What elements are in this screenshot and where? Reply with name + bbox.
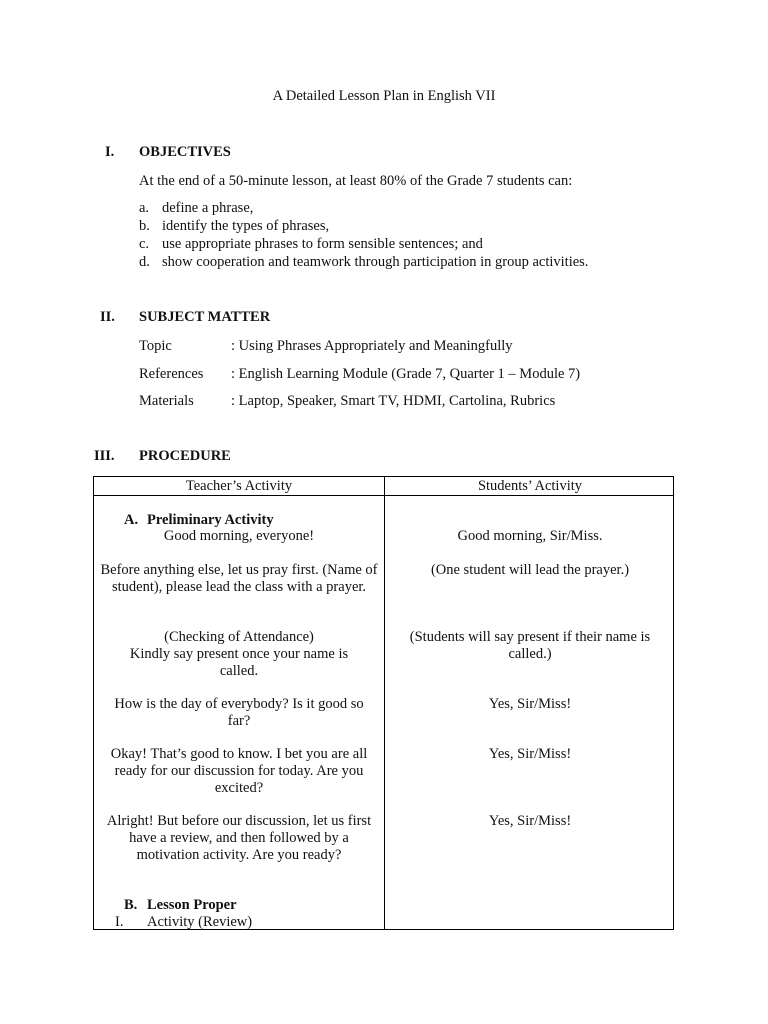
materials-label: Materials	[139, 393, 194, 409]
document-title: A Detailed Lesson Plan in English VII	[272, 88, 496, 104]
activity-review-label: Activity (Review)	[147, 914, 253, 930]
teacher-line: How is the day of everybody? Is it good so far?	[114, 696, 364, 729]
teacher-activity-header: Teacher’s Activity	[185, 478, 293, 494]
objectives-number: I.	[105, 144, 115, 160]
student-line: (One student will lead the prayer.)	[430, 562, 630, 578]
teacher-line: Alright! But before our discussion, let us first have a review, and then followed by a motivation activity. Are you ready?	[106, 813, 372, 863]
objective-letter: b.	[139, 218, 150, 234]
lesson-proper-heading: Lesson Proper	[147, 897, 237, 913]
preliminary-activity-letter: A.	[124, 512, 139, 528]
teacher-line: Good morning, everyone!	[163, 528, 315, 544]
objective-text: identify the types of phrases,	[162, 218, 330, 234]
references-label: References	[139, 366, 204, 382]
objective-letter: c.	[139, 236, 150, 252]
objective-text: use appropriate phrases to form sensible sentences; and	[162, 236, 483, 252]
preliminary-activity-heading: Preliminary Activity	[147, 512, 274, 528]
students-activity-header: Students’ Activity	[477, 478, 583, 494]
procedure-table	[93, 476, 674, 930]
topic-label: Topic	[139, 338, 172, 354]
header-divider	[94, 495, 673, 496]
objective-text: define a phrase,	[162, 200, 254, 216]
teacher-line: Kindly say present once your name is called.	[129, 646, 349, 679]
student-line: Yes, Sir/Miss!	[488, 696, 572, 712]
references-value: : English Learning Module (Grade 7, Quarter 1 – Module 7)	[231, 366, 581, 382]
teacher-line: (Checking of Attendance)	[164, 629, 314, 645]
procedure-heading: PROCEDURE	[139, 448, 231, 464]
student-line: Yes, Sir/Miss!	[488, 746, 572, 762]
materials-value: : Laptop, Speaker, Smart TV, HDMI, Cartolina, Rubrics	[231, 393, 556, 409]
student-line: (Students will say present if their name is called.)	[409, 629, 651, 662]
objective-letter: a.	[139, 200, 150, 216]
objectives-heading: OBJECTIVES	[139, 144, 231, 160]
subject-matter-heading: SUBJECT MATTER	[139, 309, 271, 325]
student-line: Yes, Sir/Miss!	[488, 813, 572, 829]
activity-review-number: I.	[115, 914, 124, 930]
teacher-line: Before anything else, let us pray first. (Name of student), please lead the class with a prayer.	[100, 562, 378, 595]
lesson-proper-letter: B.	[124, 897, 138, 913]
procedure-number: III.	[94, 448, 115, 464]
teacher-line: Okay! That’s good to know. I bet you are all ready for our discussion for today. Are you excited?	[110, 746, 368, 796]
student-line: Good morning, Sir/Miss.	[457, 528, 603, 544]
objective-letter: d.	[139, 254, 150, 270]
objective-text: show cooperation and teamwork through participation in group activities.	[162, 254, 589, 270]
topic-value: : Using Phrases Appropriately and Meaningfully	[231, 338, 513, 354]
subject-matter-number: II.	[100, 309, 115, 325]
objectives-intro: At the end of a 50-minute lesson, at least 80% of the Grade 7 students can:	[139, 173, 573, 189]
